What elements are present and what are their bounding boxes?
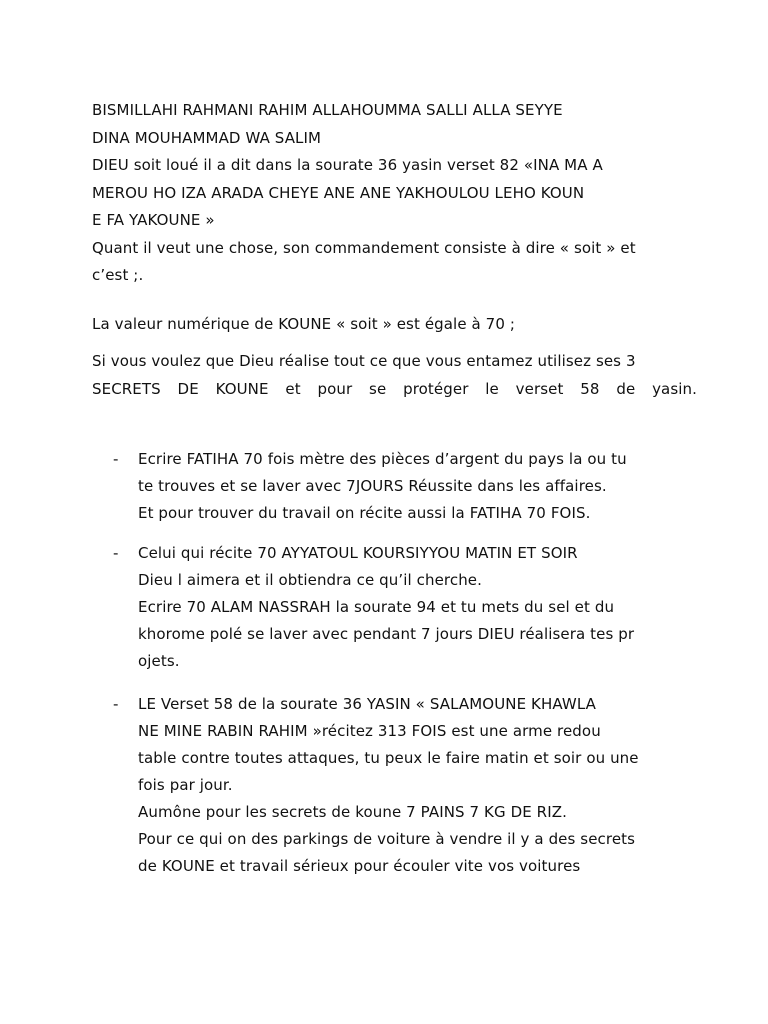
bullet-line: Ecrire 70 ALAM NASSRAH la sourate 94 et tu mets du sel et du — [138, 598, 615, 616]
valeur-paragraph — [92, 311, 697, 339]
secrets-line: Si vous voulez que Dieu réalise tout ce que vous entamez utilisez ses 3 — [92, 352, 636, 370]
bullet-line: de KOUNE et travail sérieux pour écouler vite vos voitures — [138, 857, 581, 875]
bullet-text — [138, 446, 698, 527]
bullet-line: Celui qui récite 70 AYYATOUL KOURSIYYOU MATIN ET SOIR — [138, 544, 578, 562]
intro-line: MEROU HO IZA ARADA CHEYE ANE ANE YAKHOULOU LEHO KOUN — [92, 183, 585, 202]
intro-line: BISMILLAHI RAHMANI RAHIM ALLAHOUMMA SALLI ALLA SEYYE — [92, 101, 563, 119]
intro-line: Quant il veut une chose, son commandement consiste à dire « soit » et — [92, 238, 636, 257]
bullet-line: Pour ce qui on des parkings de voiture à vendre il y a des secrets — [138, 830, 636, 848]
bullet-line: NE MINE RABIN RAHIM »récitez 313 FOIS est une arme redou — [138, 722, 601, 740]
intro-line: DINA MOUHAMMAD WA SALIM — [92, 128, 322, 147]
bullet-text — [138, 540, 698, 675]
bullet-line: table contre toutes attaques, tu peux le faire matin et soir ou une — [138, 749, 639, 767]
bullet-line: Et pour trouver du travail on récite aussi la FATIHA 70 FOIS. — [138, 504, 591, 522]
bullet-line: Ecrire FATIHA 70 fois mètre des pièces d’argent du pays la ou tu — [138, 450, 627, 468]
bullet-line: khorome polé se laver avec pendant 7 jours DIEU réalisera tes pr — [138, 625, 635, 643]
bullet-marker: - — [113, 695, 119, 713]
bullet-line: fois par jour. — [138, 776, 233, 794]
bullet-text — [138, 691, 698, 880]
intro-line: DIEU soit loué il a dit dans la sourate 36 yasin verset 82 «INA MA A — [92, 156, 603, 174]
intro-line: E FA YAKOUNE » — [92, 211, 215, 229]
valeur-line: La valeur numérique de KOUNE « soit » est égale à 70 ; — [92, 315, 515, 333]
bullet-line: Dieu l aimera et il obtiendra ce qu’il cherche. — [138, 571, 483, 589]
bullet-marker: - — [113, 450, 119, 468]
intro-line: c’est ;. — [92, 266, 144, 284]
bullet-line: ojets. — [138, 652, 180, 670]
bullet-marker: - — [113, 544, 119, 562]
bullet-line: LE Verset 58 de la sourate 36 YASIN « SALAMOUNE KHAWLA — [138, 695, 596, 713]
secrets-paragraph — [92, 348, 697, 403]
intro-paragraph — [92, 97, 697, 290]
secrets-line: SECRETS DE KOUNE et pour se protéger le verset 58 de yasin. — [92, 379, 697, 398]
bullet-line: Aumône pour les secrets de koune 7 PAINS 7 KG DE RIZ. — [138, 803, 567, 821]
bullet-line: te trouves et se laver avec 7JOURS Réussite dans les affaires. — [138, 477, 607, 495]
